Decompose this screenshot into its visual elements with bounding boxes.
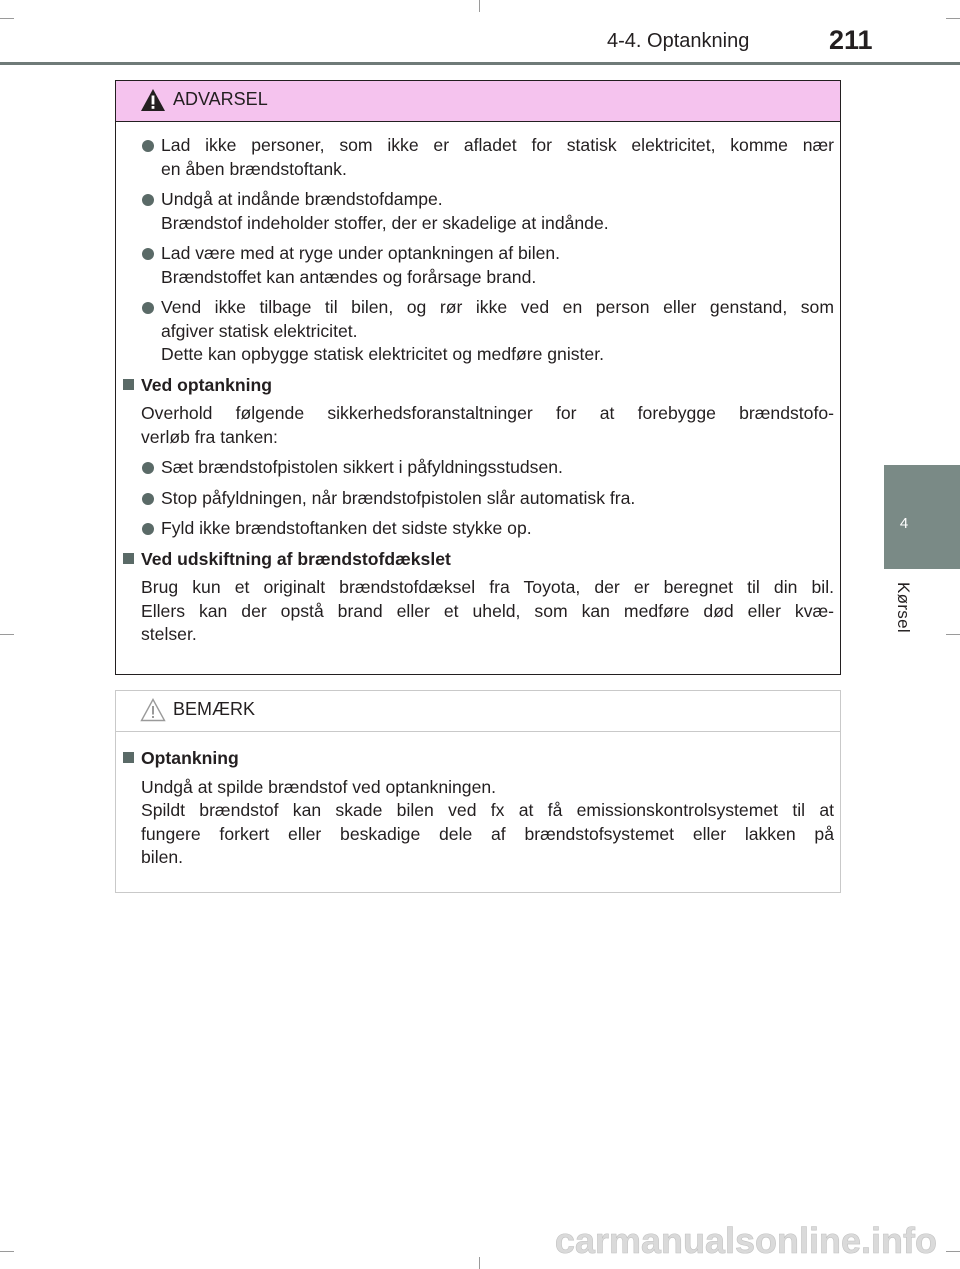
text-line: Brændstoffet kan antændes og forårsage brand. [161, 266, 537, 287]
section-title: 4-4. Optankning [607, 30, 750, 52]
text-line: stelser. [141, 624, 197, 644]
text-line: Lad ikke personer, som ikke er afladet for statisk elektricitet, komme nær [161, 135, 834, 155]
text-line: Brug kun et originalt brændstofdæksel fra Toyota, der er beregnet til din bil. [141, 577, 834, 597]
warning-title: ADVARSEL [173, 89, 268, 109]
chapter-number: 4 [899, 515, 909, 532]
text-line: bilen. [141, 847, 184, 867]
text-line: Overhold følgende sikkerhedsforanstaltninger for at forebygge brændstofo- [141, 403, 834, 423]
text-line: Undgå at indånde brændstofdampe. [161, 189, 443, 209]
text-line: en åben brændstoftank. [161, 158, 347, 179]
text-line: Ellers kan der opstå brand eller et uheld, som kan medføre død eller kvæ- [141, 600, 834, 621]
text-line: Stop påfyldningen, når brændstofpistolen slår automatisk fra. [161, 487, 636, 508]
subsection-title: Ved optankning [141, 374, 272, 395]
chapter-label: Kørsel [894, 582, 913, 633]
subsection-title: Optankning [141, 748, 239, 768]
note-title: BEMÆRK [173, 699, 256, 719]
text-line: Dette kan opbygge statisk elektricitet og medføre gnister. [161, 344, 604, 364]
text-line: verløb fra tanken: [141, 426, 278, 447]
text-line: Spildt brændstof kan skade bilen ved fx at få emissionskontrolsystemet til at [141, 800, 834, 820]
subsection-title: Ved udskiftning af brændstofdækslet [141, 548, 451, 569]
text-line: Lad være med at ryge under optankningen af bilen. [161, 243, 561, 263]
text-line: Vend ikke tilbage til bilen, og rør ikke ved en person eller genstand, som [161, 297, 834, 317]
text-line: afgiver statisk elektricitet. [161, 320, 358, 341]
text-line: Fyld ikke brændstoftanken det sidste stykke op. [161, 518, 532, 538]
text-line: Brændstof indeholder stoffer, der er skadelige at indånde. [161, 212, 609, 233]
page-number: 211 [829, 25, 873, 55]
text-line: Undgå at spilde brændstof ved optankningen. [141, 776, 497, 797]
text-line: fungere forkert eller beskadige dele af brændstofsystemet eller lakken på [141, 823, 834, 844]
text-line: Sæt brændstofpistolen sikkert i påfyldningsstudsen. [161, 457, 563, 477]
watermark-text: carmanualsonline.info [554, 1220, 937, 1261]
